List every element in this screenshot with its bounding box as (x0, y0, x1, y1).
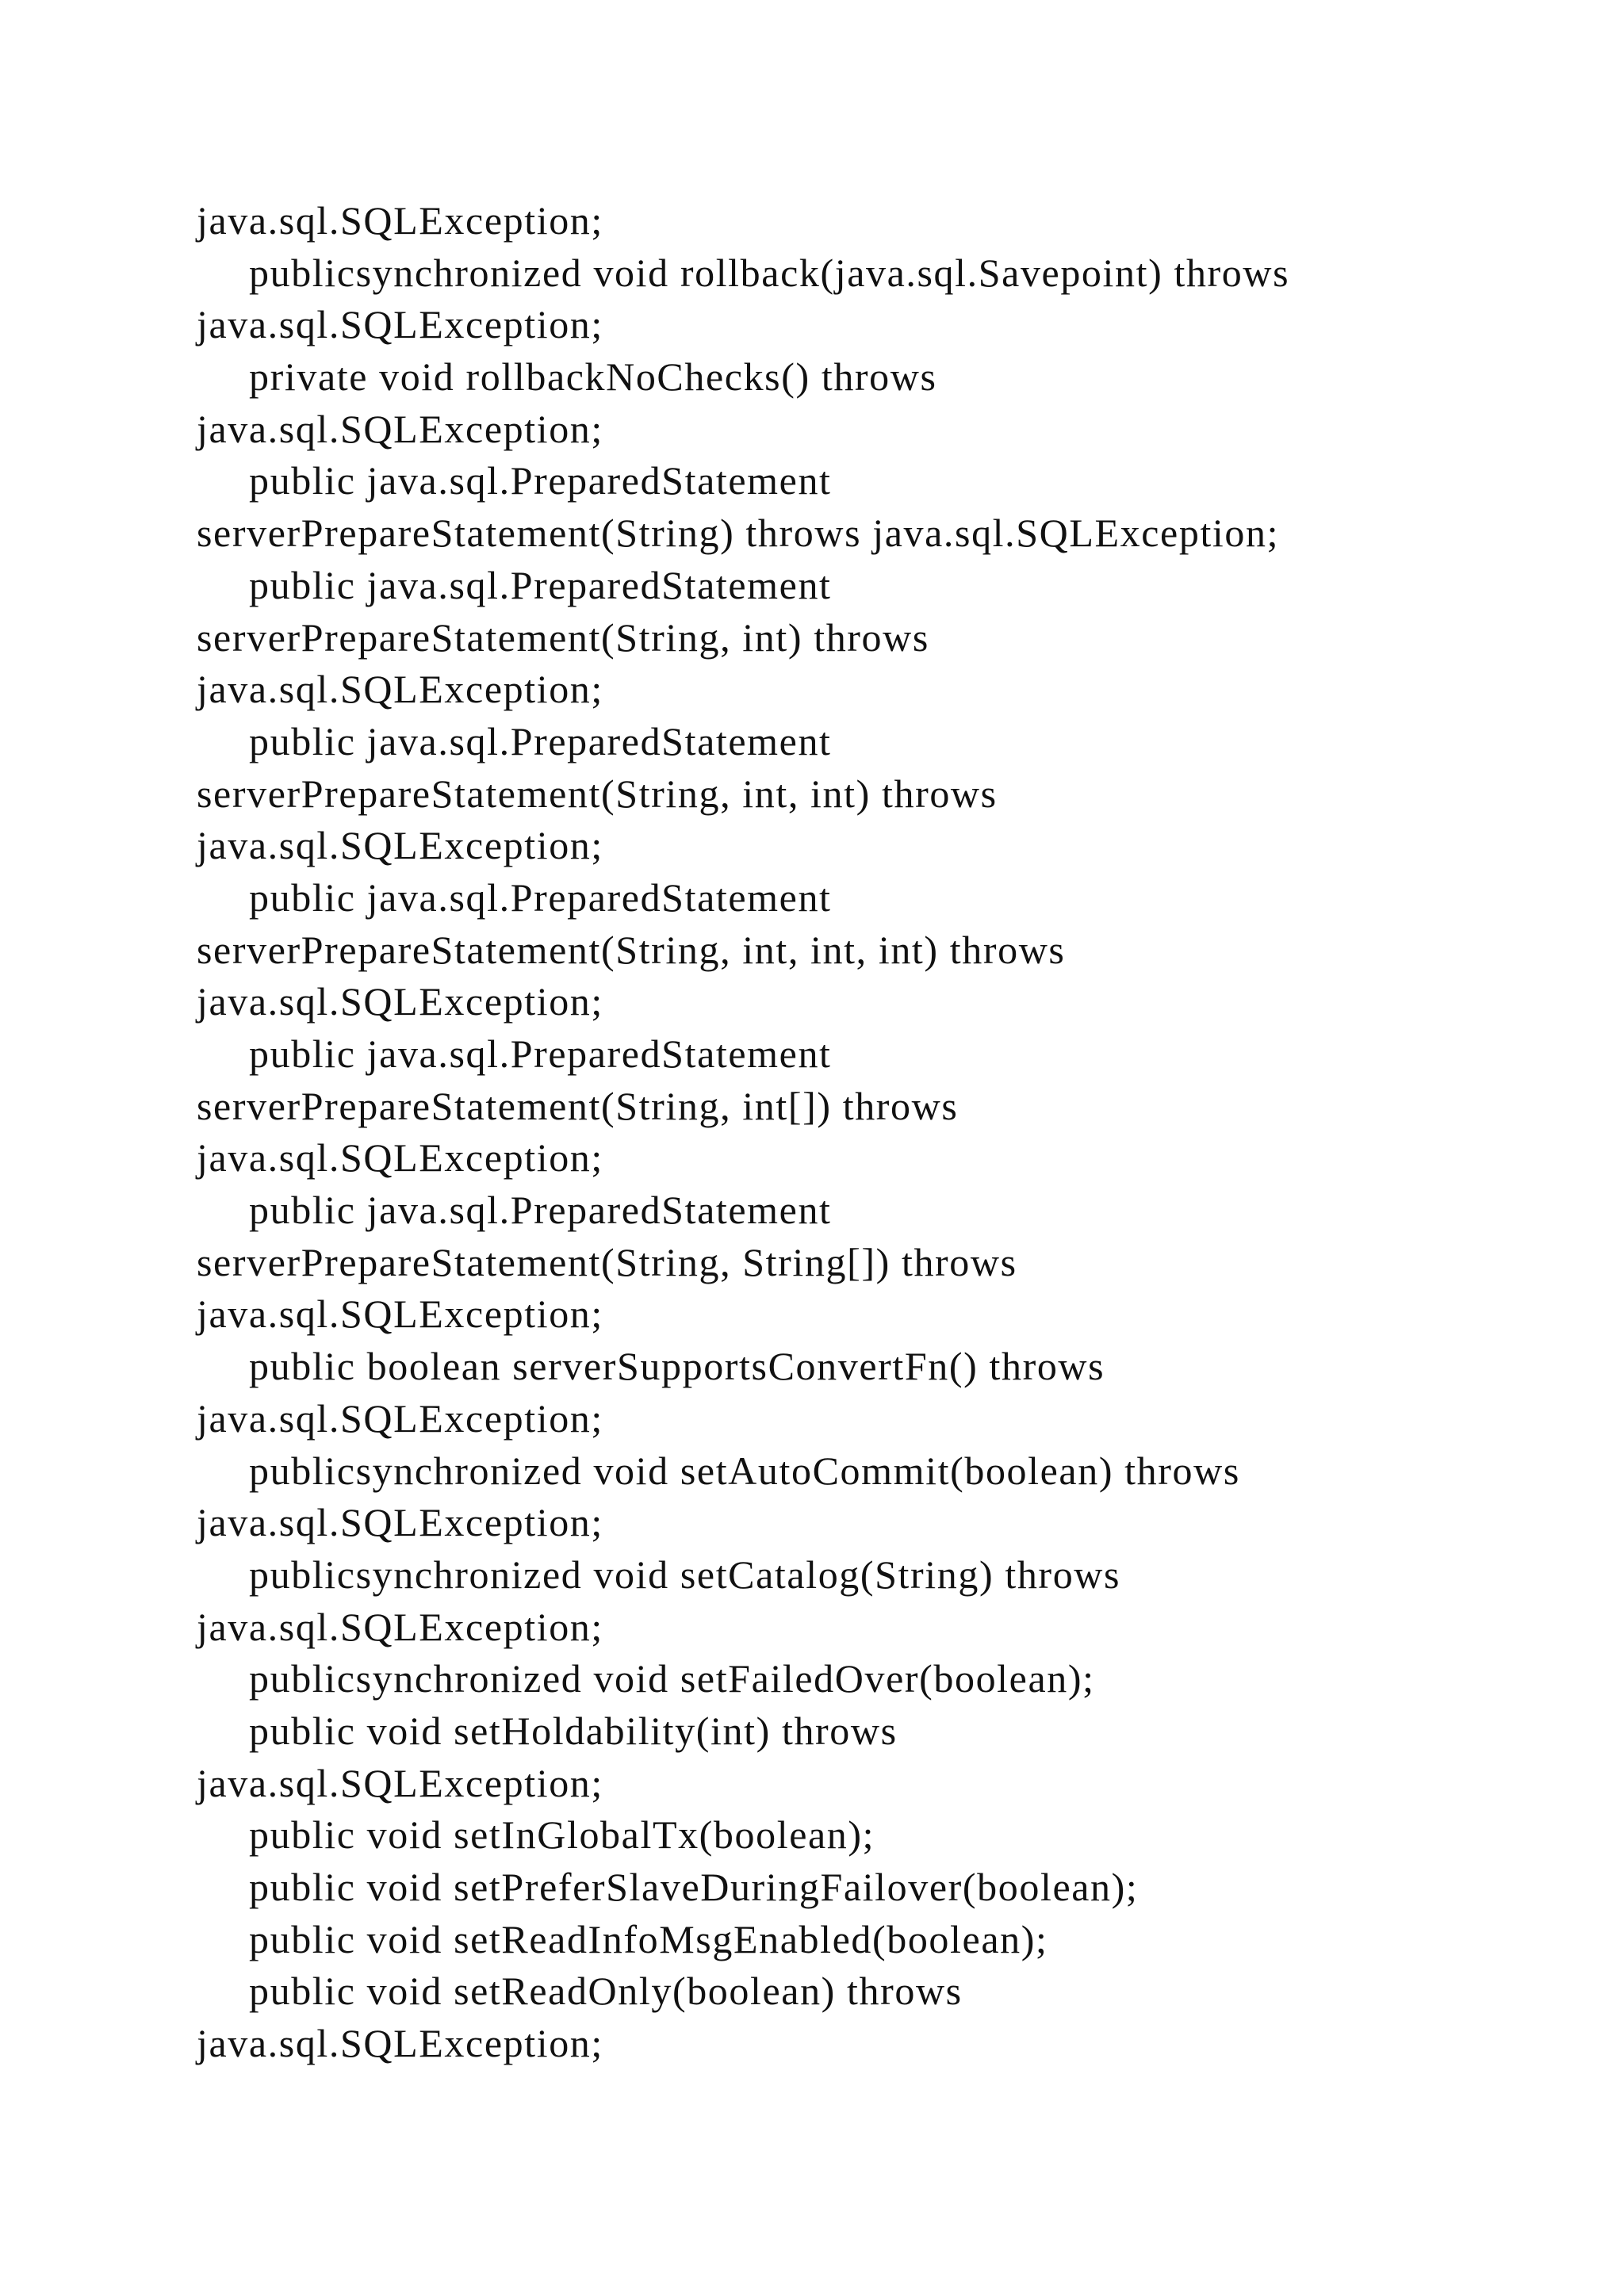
code-line: serverPrepareStatement(String, String[]) throws (197, 1239, 1017, 1284)
code-line: java.sql.SQLException; (197, 1292, 603, 1337)
code-line-indented: publicsynchronized void setFailedOver(boolean); (249, 1656, 1095, 1701)
code-line: serverPrepareStatement(String, int, int, int) throws (197, 927, 1066, 972)
code-line-indented: public java.sql.PreparedStatement (249, 718, 832, 763)
code-line-indented: private void rollbackNoChecks() throws (249, 354, 937, 400)
code-line: java.sql.SQLException; (197, 667, 603, 712)
code-line: serverPrepareStatement(String, int) throws (197, 614, 929, 660)
code-line: java.sql.SQLException; (197, 1135, 603, 1181)
code-line-indented: public java.sql.PreparedStatement (249, 1031, 832, 1076)
code-line-indented: public java.sql.PreparedStatement (249, 458, 832, 503)
code-line-indented: publicsynchronized void setCatalog(String) throws (249, 1552, 1121, 1597)
code-line: java.sql.SQLException; (197, 979, 603, 1024)
code-line: java.sql.SQLException; (197, 1500, 603, 1545)
code-line: java.sql.SQLException; (197, 1760, 603, 1805)
code-line-indented: public java.sql.PreparedStatement (249, 1188, 832, 1233)
code-line-indented: public void setHoldability(int) throws (249, 1708, 898, 1753)
code-line-indented: public void setReadInfoMsgEnabled(boolean); (249, 1916, 1048, 1961)
code-line-indented: publicsynchronized void setAutoCommit(boolean) throws (249, 1448, 1240, 1493)
code-line: serverPrepareStatement(String, int[]) throws (197, 1083, 959, 1128)
code-line-indented: public java.sql.PreparedStatement (249, 562, 832, 607)
code-line: java.sql.SQLException; (197, 2021, 603, 2066)
code-line: serverPrepareStatement(String, int, int) throws (197, 771, 998, 816)
code-line: serverPrepareStatement(String) throws java.sql.SQLException; (197, 511, 1280, 556)
code-line: java.sql.SQLException; (197, 406, 603, 451)
code-line: java.sql.SQLException; (197, 1604, 603, 1649)
code-listing (197, 195, 1497, 2070)
code-line-indented: public void setPreferSlaveDuringFailover(boolean); (249, 1865, 1139, 1909)
code-line-indented: public boolean serverSupportsConvertFn() throws (249, 1344, 1105, 1389)
code-line-indented: publicsynchronized void rollback(java.sql.Savepoint) throws (249, 250, 1290, 295)
code-line-indented: public java.sql.PreparedStatement (249, 874, 832, 920)
code-line: java.sql.SQLException; (197, 302, 603, 347)
code-line: java.sql.SQLException; (197, 198, 603, 243)
code-line-indented: public void setInGlobalTx(boolean); (249, 1812, 875, 1858)
code-line: java.sql.SQLException; (197, 823, 603, 868)
code-line: java.sql.SQLException; (197, 1395, 603, 1441)
code-line-indented: public void setReadOnly(boolean) throws (249, 1969, 963, 2014)
